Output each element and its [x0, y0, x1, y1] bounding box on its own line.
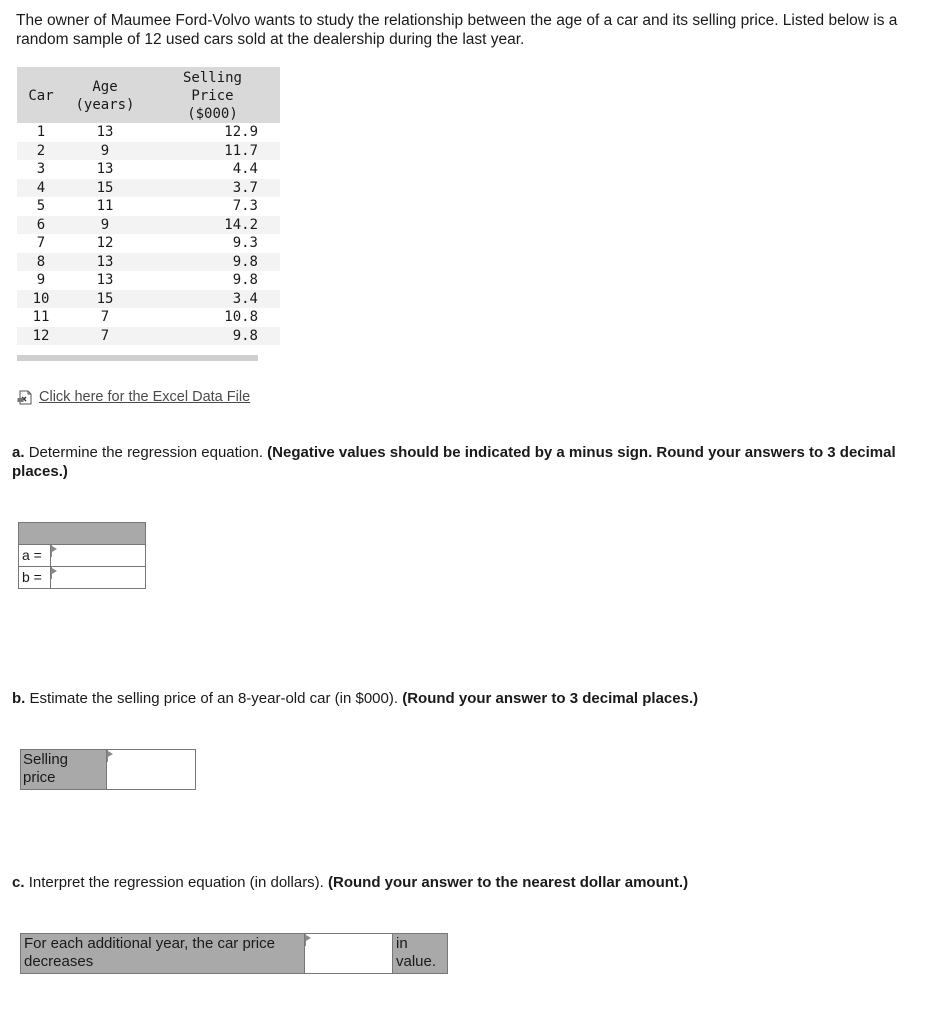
cell-car: 1 — [36, 124, 46, 140]
cell-price: 9.8 — [145, 327, 280, 346]
table-row — [17, 160, 280, 179]
label-a: a = — [19, 545, 51, 566]
table-row — [17, 123, 280, 142]
cell-car: 12 — [17, 327, 65, 346]
question-b — [12, 689, 912, 708]
header-age — [65, 67, 145, 123]
selling-price-input-cell — [107, 750, 195, 789]
table-row — [17, 197, 280, 216]
flag-marker — [306, 935, 311, 941]
header-age-line1: Age — [92, 79, 118, 95]
flag-marker — [52, 546, 57, 552]
cell-price: 10.8 — [224, 309, 258, 325]
header-price — [145, 67, 280, 123]
cell-age: 11 — [96, 198, 114, 214]
cell-price: 3.4 — [145, 290, 280, 309]
cell-car: 9 — [36, 272, 46, 288]
cell-price: 4.4 — [232, 161, 258, 177]
question-a — [12, 443, 912, 481]
cell-price: 11.7 — [145, 142, 280, 161]
cell-price: 7.3 — [232, 198, 258, 214]
cell-car: 4 — [17, 179, 65, 198]
cell-age: 15 — [65, 179, 145, 198]
cell-age: 13 — [96, 272, 114, 288]
cell-car: 8 — [17, 253, 65, 272]
grid-header — [19, 523, 145, 545]
price-decrease-input[interactable] — [305, 934, 392, 973]
table-row — [17, 271, 280, 290]
table-row — [17, 179, 280, 198]
table-row — [17, 327, 280, 346]
table-row — [17, 234, 280, 253]
table-row — [17, 216, 280, 235]
cell-price: 14.2 — [145, 216, 280, 235]
cell-car: 10 — [17, 290, 65, 309]
header-price-line3: ($000) — [187, 106, 238, 122]
header-car: Car — [17, 67, 65, 123]
cell-car: 7 — [36, 235, 46, 251]
excel-link-label: Click here for the Excel Data File — [39, 389, 251, 405]
cell-car: 2 — [17, 142, 65, 161]
cell-price: 9.8 — [232, 272, 258, 288]
cell-age: 7 — [100, 309, 110, 325]
selling-price-input[interactable] — [107, 750, 195, 789]
intercept-a-input[interactable] — [51, 545, 145, 566]
cell-price: 9.8 — [145, 253, 280, 272]
input-cell-b — [51, 567, 145, 588]
interpretation-label: For each additional year, the car price decreases — [21, 934, 305, 973]
table-header-row — [17, 67, 280, 123]
interpretation-input-cell — [305, 934, 393, 973]
input-cell-a — [51, 545, 145, 566]
answer-row-a — [19, 545, 145, 567]
question-a-lead: a. — [12, 444, 25, 461]
cell-car: 11 — [32, 309, 50, 325]
interpretation-answer — [20, 933, 448, 974]
cell-age: 13 — [65, 253, 145, 272]
interpretation-suffix: in value. — [393, 934, 447, 973]
header-price-line2: Price — [191, 88, 234, 104]
cell-age: 15 — [65, 290, 145, 309]
cell-price: 9.3 — [232, 235, 258, 251]
problem-intro: The owner of Maumee Ford-Volvo wants to study the relationship between the age of a car and its selling price. Listed below is a random sample of 12 used cars sold at the dealership during the last year. — [16, 12, 898, 48]
answer-row-b — [19, 567, 145, 588]
cell-car: 5 — [36, 198, 46, 214]
question-b-lead: b. — [12, 690, 26, 707]
cell-age: 9 — [65, 142, 145, 161]
cell-car: 3 — [36, 161, 46, 177]
selling-price-answer — [20, 749, 196, 790]
cell-age: 13 — [96, 161, 114, 177]
table-row — [17, 290, 280, 309]
question-b-text: Estimate the selling price of an 8-year-old car (in $000). — [29, 690, 399, 707]
label-b: b = — [19, 567, 51, 588]
cell-age: 9 — [65, 216, 145, 235]
question-b-note: (Round your answer to 3 decimal places.) — [402, 690, 699, 707]
question-c-lead: c. — [12, 874, 25, 891]
car-data-table — [17, 67, 280, 345]
header-age-line2: (years) — [75, 97, 135, 113]
table-bottom-bar — [17, 355, 258, 361]
question-a-note: (Negative values should be indicated by a minus sign. Round your answers to 3 decimal places.) — [12, 444, 896, 480]
table-row — [17, 253, 280, 272]
question-c — [12, 873, 912, 892]
table-row — [17, 308, 280, 327]
regression-answer-grid — [18, 522, 146, 589]
flag-marker — [108, 751, 113, 757]
header-price-line1: Selling — [182, 70, 242, 86]
cell-price: 12.9 — [224, 124, 258, 140]
cell-car: 6 — [17, 216, 65, 235]
cell-age: 12 — [96, 235, 114, 251]
question-a-text: Determine the regression equation. — [28, 444, 263, 461]
question-c-note: (Round your answer to the nearest dollar amount.) — [328, 874, 689, 891]
flag-marker — [52, 568, 57, 574]
cell-price: 3.7 — [145, 179, 280, 198]
excel-file-icon — [17, 390, 34, 405]
selling-price-label: Selling price — [21, 750, 107, 789]
table-row — [17, 142, 280, 161]
slope-b-input[interactable] — [51, 567, 145, 588]
question-c-text: Interpret the regression equation (in dollars). — [28, 874, 324, 891]
cell-age: 7 — [65, 327, 145, 346]
cell-age: 13 — [96, 124, 114, 140]
excel-data-link[interactable] — [17, 389, 250, 405]
